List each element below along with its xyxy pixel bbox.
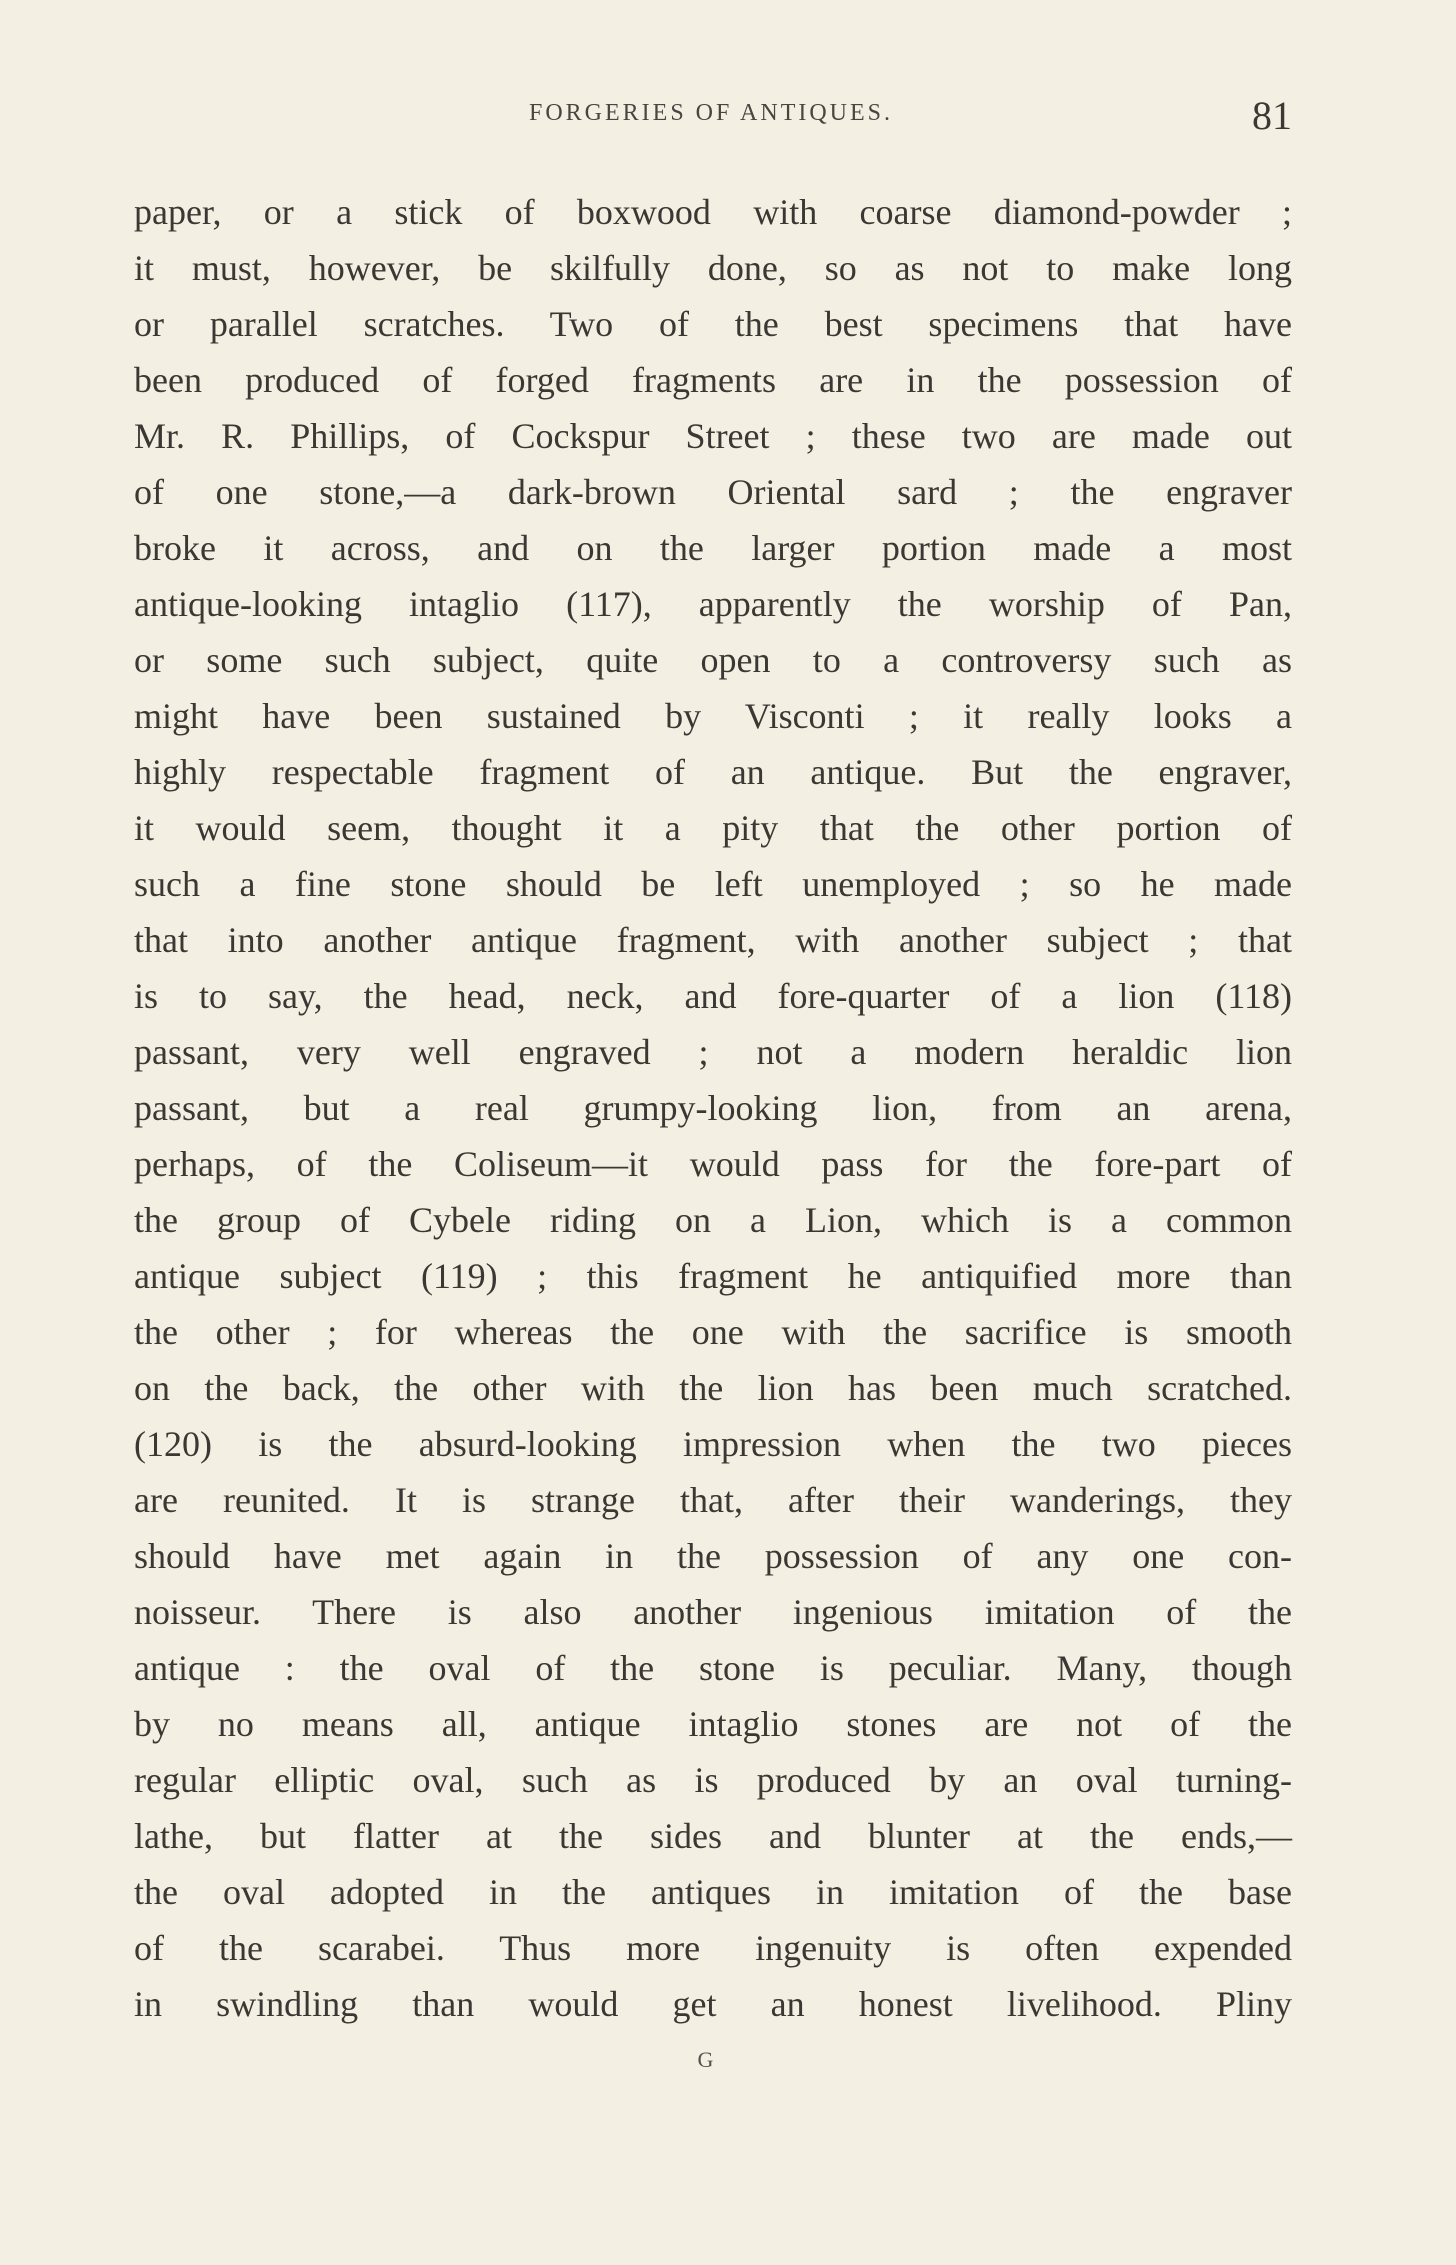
text-line: such a fine stone should be left unemployed ; so he made	[134, 864, 1292, 904]
text-line: or parallel scratches. Two of the best specimens that have	[134, 304, 1292, 344]
body-text	[134, 184, 1292, 2032]
text-line: of the scarabei. Thus more ingenuity is often expended	[134, 1928, 1292, 1968]
running-title: FORGERIES OF ANTIQUES.	[528, 100, 894, 126]
text-line: antique-looking intaglio (117), apparently the worship of Pan,	[134, 584, 1292, 624]
running-head	[130, 92, 1292, 142]
text-line: is to say, the head, neck, and fore-quarter of a lion (118)	[134, 976, 1292, 1016]
text-line: been produced of forged fragments are in the possession of	[134, 360, 1292, 400]
text-line: the oval adopted in the antiques in imitation of the base	[134, 1872, 1292, 1912]
text-line: might have been sustained by Visconti ; it really looks a	[134, 696, 1292, 736]
text-line: (120) is the absurd-looking impression when the two pieces	[134, 1424, 1292, 1464]
signature-mark: G	[697, 2047, 715, 2072]
text-line: should have met again in the possession of any one con-	[134, 1536, 1292, 1576]
text-line: it would seem, thought it a pity that the other portion of	[134, 808, 1292, 848]
text-line: or some such subject, quite open to a controversy such as	[134, 640, 1292, 680]
text-line: passant, but a real grumpy-looking lion, from an arena,	[134, 1088, 1292, 1128]
text-line: the other ; for whereas the one with the sacrifice is smooth	[134, 1312, 1292, 1352]
text-line: it must, however, be skilfully done, so as not to make long	[134, 248, 1292, 288]
text-line: antique subject (119) ; this fragment he antiquified more than	[134, 1256, 1292, 1296]
text-line: the group of Cybele riding on a Lion, which is a common	[134, 1200, 1292, 1240]
text-line: lathe, but flatter at the sides and blunter at the ends,—	[134, 1816, 1292, 1856]
text-line: paper, or a stick of boxwood with coarse diamond-powder ;	[134, 192, 1292, 232]
text-line: passant, very well engraved ; not a modern heraldic lion	[134, 1032, 1292, 1072]
text-line: in swindling than would get an honest livelihood. Pliny	[134, 1984, 1292, 2024]
text-line: by no means all, antique intaglio stones are not of the	[134, 1704, 1292, 1744]
text-line: highly respectable fragment of an antique. But the engraver,	[134, 752, 1292, 792]
text-line: on the back, the other with the lion has been much scratched.	[134, 1368, 1292, 1408]
text-line: that into another antique fragment, with another subject ; that	[134, 920, 1292, 960]
text-line: are reunited. It is strange that, after their wanderings, they	[134, 1480, 1292, 1520]
text-line: regular elliptic oval, such as is produced by an oval turning-	[134, 1760, 1292, 1800]
text-line: broke it across, and on the larger portion made a most	[134, 528, 1292, 568]
text-line: perhaps, of the Coliseum—it would pass for the fore-part of	[134, 1144, 1292, 1184]
page-number: 81	[1252, 93, 1292, 138]
text-line: antique : the oval of the stone is peculiar. Many, though	[134, 1648, 1292, 1688]
text-line: Mr. R. Phillips, of Cockspur Street ; these two are made out	[134, 416, 1292, 456]
text-line: noisseur. There is also another ingenious imitation of the	[134, 1592, 1292, 1632]
text-line: of one stone,—a dark-brown Oriental sard ; the engraver	[134, 472, 1292, 512]
